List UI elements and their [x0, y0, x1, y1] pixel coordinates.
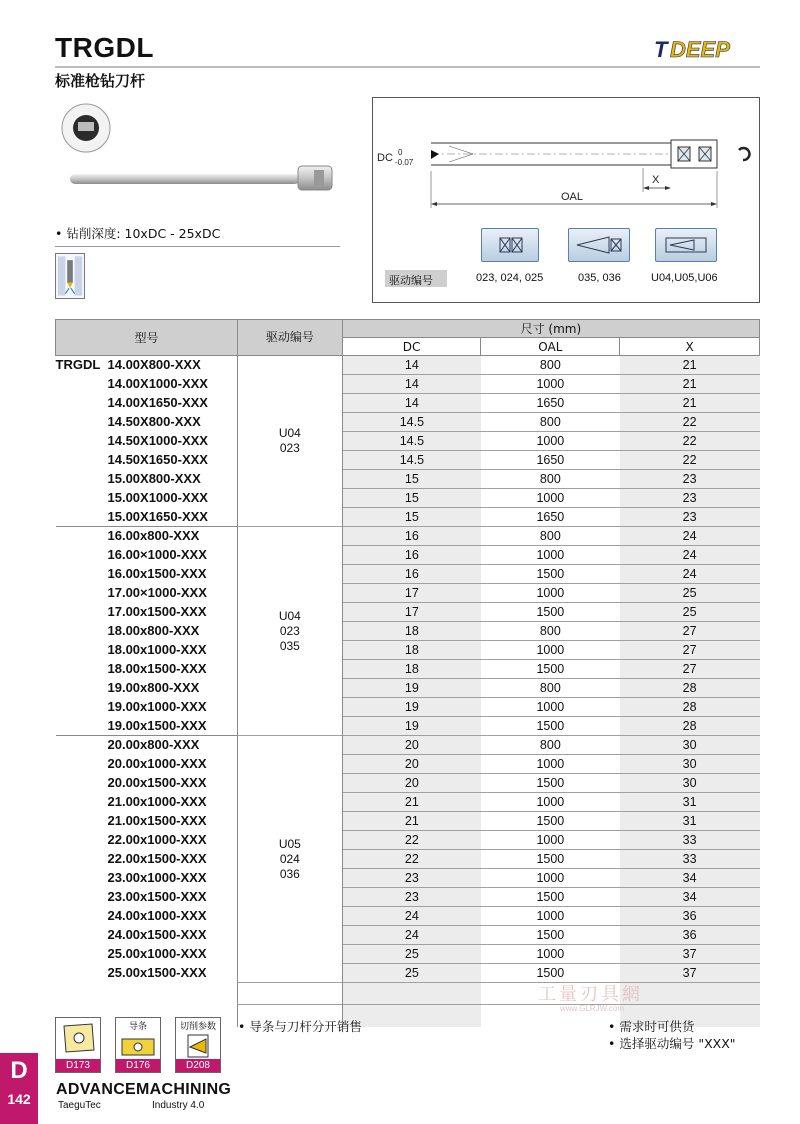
x-cell: 27 — [620, 641, 760, 660]
model-cell — [56, 584, 238, 603]
dc-cell: 16 — [342, 527, 481, 546]
x-cell: 34 — [620, 869, 760, 888]
dc-label: DC — [377, 152, 393, 164]
dc-cell: 24 — [342, 926, 481, 945]
dc-cell: 25 — [342, 945, 481, 964]
oal-cell: 800 — [481, 736, 620, 755]
model-cell — [56, 698, 238, 717]
col-header-drive: 驱动编号 — [237, 320, 342, 356]
spec-table-body — [56, 356, 760, 1027]
table-row — [56, 736, 760, 755]
model-cell — [56, 432, 238, 451]
dc-cell: 22 — [342, 831, 481, 850]
dc-cell: 19 — [342, 679, 481, 698]
dc-cell: 14 — [342, 356, 481, 375]
page-number: 142 — [7, 1091, 31, 1107]
model-cell — [56, 736, 238, 755]
model-code: 20.00x1500-XXX — [107, 775, 207, 790]
drive-codes-c: U04,U05,U06 — [651, 272, 718, 284]
model-code: 20.00x1000-XXX — [107, 756, 207, 771]
table-row — [56, 964, 760, 983]
watermark: 工量刃具網 — [538, 984, 643, 1005]
model-cell — [56, 356, 238, 375]
x-cell: 23 — [620, 489, 760, 508]
oal-cell: 800 — [481, 470, 620, 489]
model-code: 14.50X800-XXX — [107, 414, 201, 429]
drive-code-cell — [237, 356, 342, 527]
model-code: 22.00x1000-XXX — [107, 832, 207, 847]
table-row — [56, 527, 760, 546]
drive-code-title: 驱动编号 — [385, 270, 447, 287]
ref-title-cutting-data: 切削参数 — [179, 1022, 216, 1032]
model-cell — [56, 926, 238, 945]
drive-code: 036 — [279, 866, 300, 881]
model-cell — [56, 660, 238, 679]
model-cell — [56, 945, 238, 964]
gundrill-shank-image — [58, 100, 338, 210]
guide-pad-icon — [116, 1031, 160, 1061]
x-cell: 24 — [620, 565, 760, 584]
note-select-drive-code: • 选择驱动编号 "XXX" — [608, 1036, 736, 1051]
oal-cell: 1000 — [481, 793, 620, 812]
x-cell: 30 — [620, 755, 760, 774]
x-cell: 25 — [620, 584, 760, 603]
watermark-url: www.GLRJW.com — [560, 1004, 625, 1013]
dc-cell: 14 — [342, 375, 481, 394]
model-cell — [56, 907, 238, 926]
dc-cell: 16 — [342, 546, 481, 565]
model-code: 21.00x1500-XXX — [107, 813, 207, 828]
x-cell: 33 — [620, 850, 760, 869]
drive-type-a-icon — [481, 228, 539, 262]
dc-cell: 21 — [342, 793, 481, 812]
drive-code: 035 — [279, 638, 300, 653]
model-cell — [56, 622, 238, 641]
col-header-oal: OAL — [481, 338, 620, 356]
oal-cell: 800 — [481, 413, 620, 432]
model-code: 18.00x1500-XXX — [107, 661, 207, 676]
deep-hole-drilling-icon — [55, 253, 85, 299]
model-code: 14.00X800-XXX — [107, 357, 201, 373]
table-row — [56, 489, 760, 508]
brand-logo: ADVANCEMACHINING — [56, 1081, 232, 1098]
table-row — [56, 432, 760, 451]
drive-code: U04 — [278, 608, 301, 623]
oal-cell: 1000 — [481, 831, 620, 850]
model-code: 14.00X1650-XXX — [107, 395, 208, 410]
dc-cell: 16 — [342, 565, 481, 584]
title-divider — [55, 66, 760, 68]
model-cell — [56, 603, 238, 622]
oal-cell: 800 — [481, 679, 620, 698]
oal-cell: 1000 — [481, 489, 620, 508]
note-available-on-request: • 需求时可供货 — [608, 1019, 695, 1034]
x-cell: 23 — [620, 470, 760, 489]
oal-cell: 1000 — [481, 432, 620, 451]
table-row — [56, 508, 760, 527]
table-row — [56, 565, 760, 584]
model-code: 18.00x1000-XXX — [107, 642, 207, 657]
model-code: 20.00x800-XXX — [107, 737, 200, 753]
model-cell — [56, 717, 238, 736]
dc-cell: 22 — [342, 850, 481, 869]
x-cell: 21 — [620, 394, 760, 413]
model-code: 18.00x800-XXX — [107, 623, 200, 638]
x-cell: 27 — [620, 660, 760, 679]
model-cell — [56, 869, 238, 888]
dc-cell: 14.5 — [342, 451, 481, 470]
model-code: 19.00x1000-XXX — [107, 699, 207, 714]
table-row — [56, 907, 760, 926]
x-cell: 25 — [620, 603, 760, 622]
brand-tagline: Industry 4.0 — [152, 1100, 205, 1111]
page-subtitle: 标准枪钻刀杆 — [55, 72, 146, 90]
oal-cell: 1000 — [481, 869, 620, 888]
oal-cell: 1000 — [481, 641, 620, 660]
model-cell — [56, 451, 238, 470]
table-row — [56, 945, 760, 964]
col-header-dc: DC — [342, 338, 481, 356]
oal-cell: 1500 — [481, 964, 620, 983]
svg-text:DEEP: DEEP — [670, 37, 730, 62]
x-cell: 34 — [620, 888, 760, 907]
model-cell — [56, 850, 238, 869]
oal-cell: 1650 — [481, 451, 620, 470]
oal-cell: 1000 — [481, 755, 620, 774]
dc-cell: 14.5 — [342, 413, 481, 432]
x-dimension-label: X — [652, 174, 660, 186]
table-row — [56, 641, 760, 660]
empty-cell — [342, 983, 481, 1005]
model-code: 15.00X800-XXX — [107, 471, 201, 486]
insert-icon — [56, 1018, 100, 1058]
drive-type-b-icon — [568, 228, 630, 262]
oal-cell: 1500 — [481, 660, 620, 679]
dc-cell: 17 — [342, 584, 481, 603]
section-letter: D — [10, 1057, 28, 1084]
dc-cell: 14 — [342, 394, 481, 413]
col-header-x: X — [620, 338, 760, 356]
oal-cell: 800 — [481, 527, 620, 546]
x-cell: 24 — [620, 527, 760, 546]
oal-cell: 1500 — [481, 603, 620, 622]
x-cell: 22 — [620, 413, 760, 432]
table-row — [56, 451, 760, 470]
tdeep-logo — [648, 36, 760, 62]
x-cell: 22 — [620, 451, 760, 470]
oal-dimension-label: OAL — [561, 191, 584, 203]
x-cell: 21 — [620, 375, 760, 394]
model-code: 21.00x1000-XXX — [107, 794, 207, 809]
dc-cell: 20 — [342, 736, 481, 755]
ref-title-guide-pad: 导条 — [128, 1022, 147, 1032]
model-cell — [56, 394, 238, 413]
x-cell: 22 — [620, 432, 760, 451]
empty-cell — [342, 1005, 481, 1027]
x-cell: 30 — [620, 774, 760, 793]
table-row — [56, 793, 760, 812]
model-code: 14.50X1000-XXX — [107, 433, 208, 448]
oal-cell: 1000 — [481, 584, 620, 603]
dc-cell: 20 — [342, 755, 481, 774]
table-row — [56, 717, 760, 736]
col-header-dimensions: 尺寸 (mm) — [342, 320, 759, 338]
table-row — [56, 470, 760, 489]
model-prefix: TRGDL — [55, 357, 101, 373]
model-cell — [56, 375, 238, 394]
x-cell: 30 — [620, 736, 760, 755]
x-cell: 28 — [620, 698, 760, 717]
x-cell: 28 — [620, 717, 760, 736]
model-code: 17.00x1500-XXX — [107, 604, 207, 619]
page-title: TRGDL — [55, 32, 154, 63]
dc-cell: 15 — [342, 470, 481, 489]
model-cell — [56, 812, 238, 831]
model-cell — [56, 508, 238, 527]
model-code: 16.00x800-XXX — [107, 528, 200, 544]
drive-code: 024 — [279, 851, 300, 866]
model-cell — [56, 755, 238, 774]
model-cell — [56, 888, 238, 907]
note-guide-pads-sold-separately: • 导条与刀杆分开销售 — [238, 1019, 362, 1034]
brand-company: TaeguTec — [58, 1100, 101, 1111]
model-cell — [56, 964, 238, 983]
dc-tolerance-lower: -0.07 — [395, 158, 414, 167]
empty-row — [56, 983, 760, 1005]
model-code: 16.00×1000-XXX — [107, 547, 207, 562]
empty-cell — [237, 983, 342, 1005]
oal-cell: 1650 — [481, 394, 620, 413]
insert-reference-box[interactable] — [55, 1017, 101, 1073]
drive-code: U04 — [278, 426, 301, 440]
drive-code: 023 — [279, 441, 300, 455]
x-cell: 28 — [620, 679, 760, 698]
oal-cell: 1000 — [481, 945, 620, 964]
model-code: 14.00X1000-XXX — [107, 376, 208, 391]
table-row — [56, 546, 760, 565]
table-row — [56, 698, 760, 717]
table-row — [56, 926, 760, 945]
table-row — [56, 603, 760, 622]
oal-cell: 800 — [481, 356, 620, 375]
drive-codes-a: 023, 024, 025 — [476, 272, 544, 284]
oal-cell: 1650 — [481, 508, 620, 527]
dc-cell: 18 — [342, 622, 481, 641]
model-code: 25.00x1500-XXX — [107, 965, 207, 980]
oal-cell: 1000 — [481, 546, 620, 565]
table-row — [56, 755, 760, 774]
table-row — [56, 375, 760, 394]
dc-cell: 23 — [342, 888, 481, 907]
model-code: 23.00x1500-XXX — [107, 889, 207, 904]
x-cell: 23 — [620, 508, 760, 527]
dc-tolerance-upper: 0 — [398, 148, 403, 157]
model-code: 15.00X1000-XXX — [107, 490, 208, 505]
drive-type-c-icon — [655, 228, 717, 262]
drilling-depth-note: • 钻削深度: 10xDC - 25xDC — [55, 226, 221, 241]
guide-pad-reference-box[interactable] — [115, 1017, 161, 1073]
table-row — [56, 622, 760, 641]
table-row — [56, 812, 760, 831]
dc-cell: 19 — [342, 717, 481, 736]
x-cell: 37 — [620, 964, 760, 983]
oal-cell: 800 — [481, 622, 620, 641]
oal-cell: 1000 — [481, 375, 620, 394]
model-cell — [56, 489, 238, 508]
oal-cell: 1000 — [481, 698, 620, 717]
dc-cell: 19 — [342, 698, 481, 717]
empty-cell — [56, 983, 238, 1005]
x-cell: 36 — [620, 907, 760, 926]
oal-cell: 1500 — [481, 717, 620, 736]
divider — [55, 246, 340, 247]
table-row — [56, 394, 760, 413]
ref-page-d208: D208 — [176, 1059, 220, 1072]
model-cell — [56, 793, 238, 812]
oal-cell: 1500 — [481, 565, 620, 584]
table-row — [56, 774, 760, 793]
drive-code-cell — [237, 527, 342, 736]
table-row — [56, 850, 760, 869]
model-code: 14.50X1650-XXX — [107, 452, 208, 467]
table-row — [56, 584, 760, 603]
dc-cell: 18 — [342, 641, 481, 660]
x-cell: 31 — [620, 793, 760, 812]
dc-cell: 14.5 — [342, 432, 481, 451]
table-row — [56, 679, 760, 698]
drive-codes-b: 035, 036 — [578, 272, 621, 284]
model-cell — [56, 546, 238, 565]
oal-cell: 1500 — [481, 812, 620, 831]
model-cell — [56, 527, 238, 546]
x-cell: 24 — [620, 546, 760, 565]
x-cell: 33 — [620, 831, 760, 850]
dc-cell: 24 — [342, 907, 481, 926]
drive-code-cell — [237, 736, 342, 983]
x-cell: 21 — [620, 356, 760, 375]
model-code: 22.00x1500-XXX — [107, 851, 207, 866]
oal-cell: 1500 — [481, 850, 620, 869]
table-row — [56, 660, 760, 679]
table-row — [56, 356, 760, 375]
dc-cell: 20 — [342, 774, 481, 793]
model-code: 16.00x1500-XXX — [107, 566, 207, 581]
oal-cell: 1500 — [481, 926, 620, 945]
drive-code: 023 — [279, 623, 300, 638]
model-code: 23.00x1000-XXX — [107, 870, 207, 885]
col-header-model: 型号 — [56, 320, 238, 356]
model-cell — [56, 565, 238, 584]
ref-page-d173: D173 — [56, 1059, 100, 1072]
section-tab — [0, 1053, 38, 1124]
x-cell: 31 — [620, 812, 760, 831]
model-cell — [56, 413, 238, 432]
dc-cell: 18 — [342, 660, 481, 679]
x-cell: 27 — [620, 622, 760, 641]
model-code: 24.00x1500-XXX — [107, 927, 207, 942]
oal-cell: 1500 — [481, 774, 620, 793]
dc-cell: 17 — [342, 603, 481, 622]
svg-text:T: T — [654, 37, 668, 62]
model-code: 15.00X1650-XXX — [107, 508, 208, 524]
model-cell — [56, 774, 238, 793]
oal-cell: 1000 — [481, 907, 620, 926]
dc-cell: 25 — [342, 964, 481, 983]
cutting-data-reference-box[interactable] — [175, 1017, 221, 1073]
dc-cell: 15 — [342, 508, 481, 527]
x-cell: 36 — [620, 926, 760, 945]
oal-cell: 1500 — [481, 888, 620, 907]
model-code: 19.00x1500-XXX — [107, 717, 207, 733]
cutting-data-icon — [176, 1031, 220, 1061]
model-code: 24.00x1000-XXX — [107, 908, 207, 923]
model-cell — [56, 679, 238, 698]
table-row — [56, 831, 760, 850]
model-cell — [56, 641, 238, 660]
x-cell: 37 — [620, 945, 760, 964]
drive-code: U05 — [278, 836, 301, 851]
model-code: 19.00x800-XXX — [107, 680, 200, 695]
model-code: 25.00x1000-XXX — [107, 946, 207, 961]
model-cell — [56, 470, 238, 489]
model-code: 17.00×1000-XXX — [107, 585, 207, 600]
ref-page-d176: D176 — [116, 1059, 160, 1072]
dc-cell: 21 — [342, 812, 481, 831]
model-cell — [56, 831, 238, 850]
table-row — [56, 869, 760, 888]
table-row — [56, 413, 760, 432]
dc-cell: 23 — [342, 869, 481, 888]
dc-cell: 15 — [342, 489, 481, 508]
spec-table — [55, 319, 760, 1027]
table-row — [56, 888, 760, 907]
